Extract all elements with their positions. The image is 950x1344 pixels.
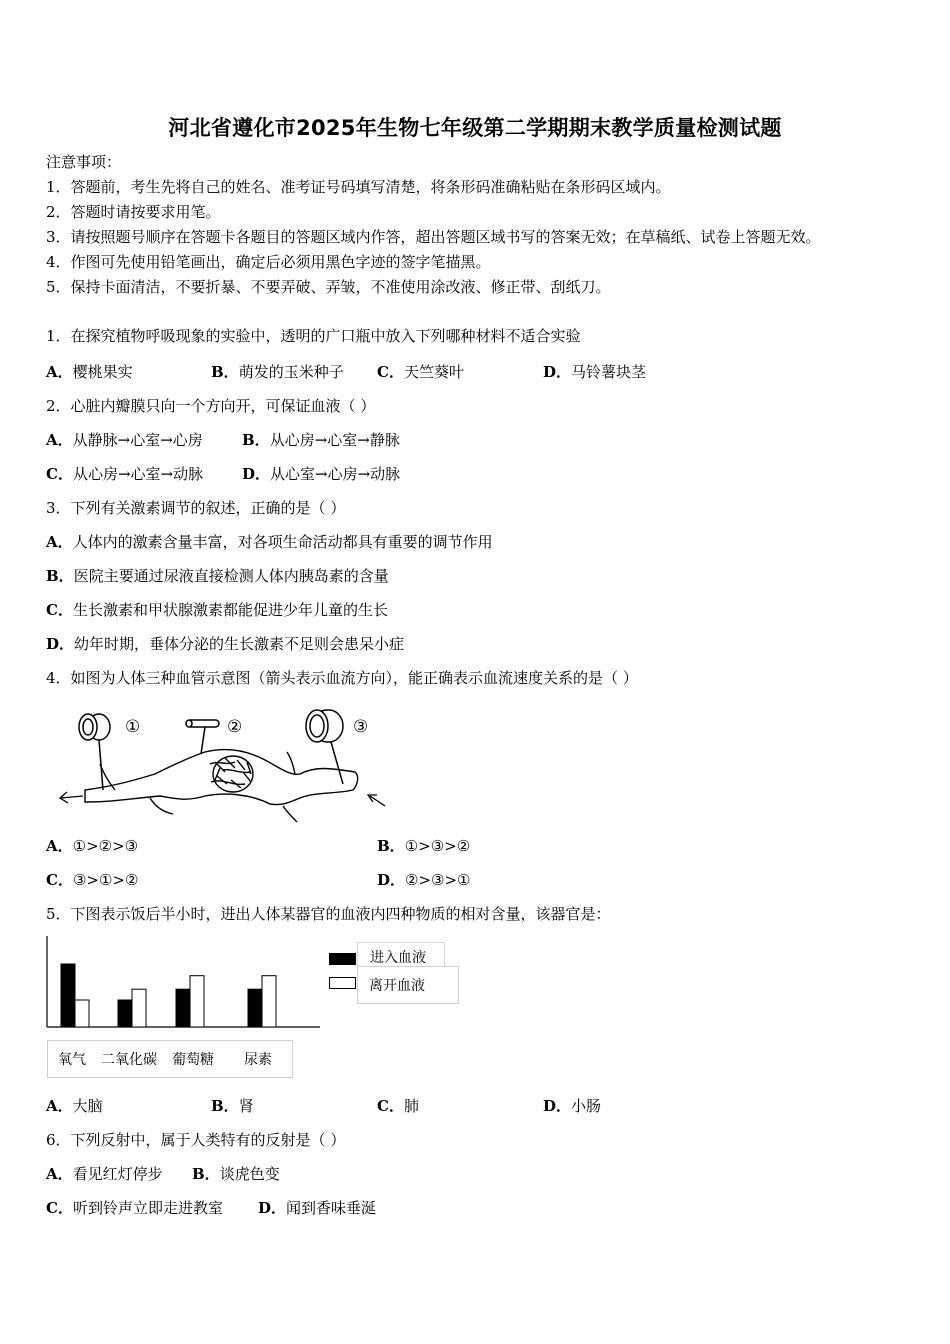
question-1-stem: 1．在探究植物呼吸现象的实验中，透明的广口瓶中放入下列哪种材料不适合实验	[46, 327, 581, 345]
vessel-label-3: ③	[353, 717, 369, 737]
vein-cross-section	[306, 710, 343, 784]
q1-option-b[interactable]: B．萌发的玉米种子	[211, 363, 344, 381]
q1-option-d[interactable]: D．马铃薯块茎	[543, 363, 647, 381]
flow-arrow-right	[368, 795, 385, 806]
category-label: 氧气	[58, 1052, 86, 1068]
q3-option-c[interactable]: C．生长激素和甲状腺激素都能促进少年儿童的生长	[46, 601, 388, 619]
q1-option-c[interactable]: C．天竺葵叶	[377, 363, 464, 381]
q3-option-b[interactable]: B．医院主要通过尿液直接检测人体内胰岛素的含量	[46, 567, 389, 585]
bar-out-1	[132, 989, 146, 1027]
notice-item: 5．保持卡面清洁，不要折暴、不要弄破、弄皱，不准使用涂改液、修正带、刮纸刀。	[46, 278, 611, 296]
notice-item: 1．答题前，考生先将自己的姓名、准考证号码填写清楚，将条形码准确粘贴在条形码区域内。	[46, 178, 671, 196]
category-label: 尿素	[244, 1052, 272, 1068]
flow-arrow-left	[60, 792, 83, 803]
bar-in-2	[176, 989, 190, 1027]
capillary-segment	[186, 720, 219, 754]
bar-in-1	[118, 1000, 132, 1027]
notice-item: 2．答题时请按要求用笔。	[46, 203, 221, 221]
vessel-label-2: ②	[227, 717, 243, 737]
q5-option-a[interactable]: A．大脑	[46, 1097, 103, 1115]
q6-option-a[interactable]: A．看见红灯停步	[46, 1165, 163, 1183]
notice-item: 4．作图可先使用铅笔画出，确定后必须用黑色字迹的签字笔描黑。	[46, 253, 491, 271]
category-label: 二氧化碳	[101, 1052, 157, 1068]
bar-out-2	[190, 976, 204, 1027]
notice-header: 注意事项：	[46, 153, 122, 171]
q3-option-a[interactable]: A．人体内的激素含量丰富，对各项生命活动都具有重要的调节作用	[46, 533, 493, 551]
question-4-stem: 4．如图为人体三种血管示意图（箭头表示血流方向），能正确表示血流速度关系的是（ ）	[46, 669, 638, 687]
q4-option-b[interactable]: B．①>③>②	[377, 837, 471, 855]
legend-item-out	[357, 966, 459, 1004]
page-title: 河北省遵化市2025年生物七年级第二学期期末教学质量检测试题	[168, 116, 782, 140]
q3-option-d[interactable]: D．幼年时期，垂体分泌的生长激素不足则会患呆小症	[46, 635, 405, 653]
bar-in-3	[248, 989, 262, 1027]
legend-label-in: 进入血液	[370, 950, 426, 966]
q5-option-b[interactable]: B．肾	[211, 1097, 254, 1115]
legend-label-out: 离开血液	[369, 978, 425, 994]
category-label: 葡萄糖	[172, 1052, 214, 1068]
q5-option-d[interactable]: D．小肠	[543, 1097, 602, 1115]
bar-out-0	[75, 1000, 89, 1027]
q5-option-c[interactable]: C．肺	[377, 1097, 419, 1115]
q4-option-d[interactable]: D．②>③>①	[377, 871, 471, 889]
question-2-stem: 2．心脏内瓣膜只向一个方向开，可保证血液（ ）	[46, 397, 376, 415]
q1-option-a[interactable]: A．樱桃果实	[46, 363, 133, 381]
q2-option-d[interactable]: D．从心室→心房→动脉	[242, 465, 401, 483]
notice-item: 3．请按照题号顺序在答题卡各题目的答题区域内作答，超出答题区域书写的答案无效；在草稿纸、试卷上答题无效。	[46, 228, 821, 246]
question-6-stem: 6．下列反射中，属于人类特有的反射是（ ）	[46, 1131, 346, 1149]
q6-option-c[interactable]: C．听到铃声立即走进教室	[46, 1199, 223, 1217]
legend-swatch-in	[329, 953, 356, 965]
q6-option-d[interactable]: D．闻到香味垂涎	[258, 1199, 377, 1217]
question-5-stem: 5．下图表示饭后半小时，进出人体某器官的血液内四种物质的相对含量，该器官是：	[46, 905, 611, 923]
q4-option-a[interactable]: A．①>②>③	[46, 837, 139, 855]
bar-in-0	[61, 964, 75, 1027]
blood-vessel-diagram	[55, 702, 400, 824]
category-labels	[47, 1040, 293, 1078]
q6-option-b[interactable]: B．谈虎色变	[192, 1165, 280, 1183]
vessel-label-1: ①	[125, 717, 141, 737]
q2-option-c[interactable]: C．从心房→心室→动脉	[46, 465, 204, 483]
vessel-network	[85, 750, 358, 822]
q2-option-b[interactable]: B．从心房→心室→静脉	[242, 431, 400, 449]
artery-cross-section	[79, 714, 110, 790]
substance-bar-chart	[40, 932, 330, 1032]
bar-out-3	[262, 976, 276, 1027]
legend-swatch-out	[329, 977, 356, 989]
question-3-stem: 3．下列有关激素调节的叙述，正确的是（ ）	[46, 499, 346, 517]
q4-option-c[interactable]: C．③>①>②	[46, 871, 139, 889]
q2-option-a[interactable]: A．从静脉→心室→心房	[46, 431, 203, 449]
